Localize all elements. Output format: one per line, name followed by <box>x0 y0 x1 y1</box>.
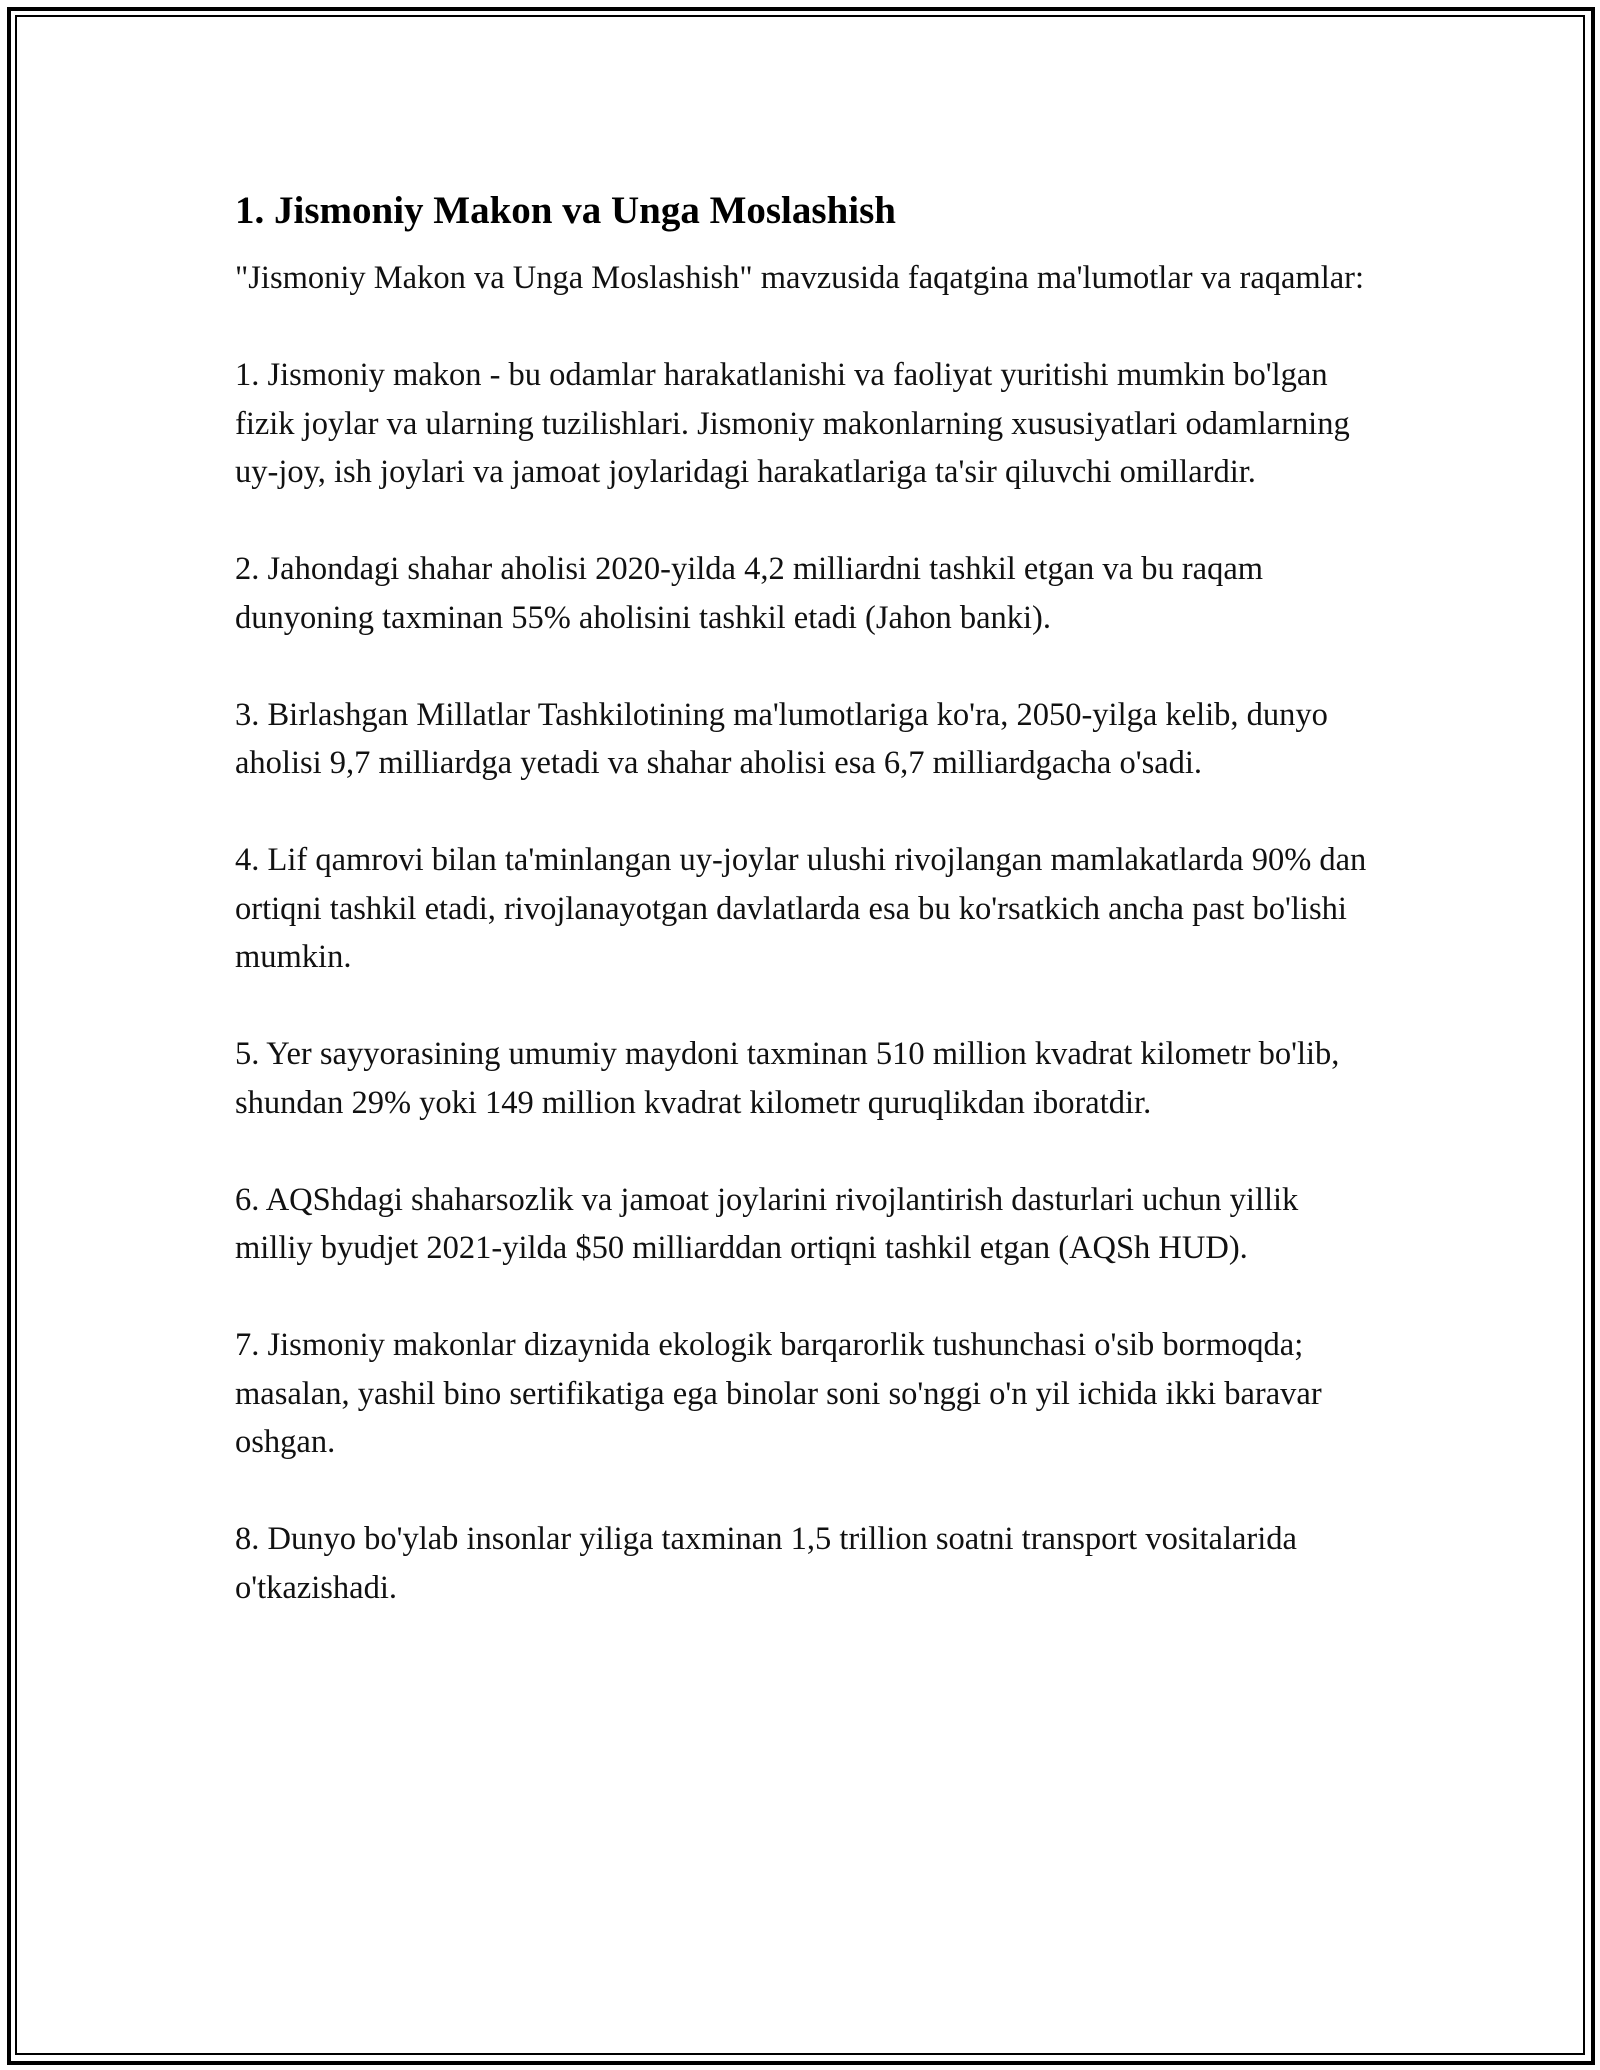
list-item: 2. Jahondagi shahar aholisi 2020-yilda 4,2 milliardni tashkil etgan va bu raqam dunyoning taxminan 55% aholisini tashkil etadi (Jahon banki). <box>235 551 1264 636</box>
list-item: 4. Lif qamrovi bilan ta'minlangan uy-joylar ulushi rivojlangan mamlakatlarda 90% dan ortiqni tashkil etadi, rivojlanayotgan davlatlarda esa bu ko'rsatkich ancha past bo'lishi mumkin. <box>235 842 1367 975</box>
document-title: 1. Jismoniy Makon va Unga Moslashish <box>235 189 896 232</box>
list-item: 6. AQShdagi shaharsozlik va jamoat joylarini rivojlantirish dasturlari uchun yillik milliy byudjet 2021-yilda $50 milliarddan ortiqni tashkil etgan (AQSh HUD). <box>235 1181 1299 1266</box>
intro-paragraph: "Jismoniy Makon va Unga Moslashish" mavzusida faqatgina ma'lumotlar va raqamlar: <box>235 260 1365 296</box>
list-item: 8. Dunyo bo'ylab insonlar yiliga taxminan 1,5 trillion soatni transport vositalarida o'tkazishadi. <box>235 1521 1297 1606</box>
list-item: 3. Birlashgan Millatlar Tashkilotining ma'lumotlariga ko'ra, 2050-yilga kelib, dunyo aholisi 9,7 milliardga yetadi va shahar aholisi esa 6,7 milliardgacha o'sadi. <box>235 696 1328 781</box>
list-item: 5. Yer sayyorasining umumiy maydoni taxminan 510 million kvadrat kilometr bo'lib, shundan 29% yoki 149 million kvadrat kilometr quruqlikdan iboratdir. <box>235 1036 1340 1121</box>
list-item: 1. Jismoniy makon - bu odamlar harakatlanishi va faoliyat yuritishi mumkin bo'lgan fizik joylar va ularning tuzilishlari. Jismoniy makonlarning xususiyatlari odamlarning uy-joy, ish joylari va jamoat joylaridagi harakatlariga ta'sir qiluvchi omillardir. <box>235 357 1350 490</box>
document-body <box>235 184 1375 1661</box>
list-item: 7. Jismoniy makonlar dizaynida ekologik barqarorlik tushunchasi o'sib bormoqda; masalan, yashil bino sertifikatiga ega binolar soni so'nggi o'n yil ichida ikki baravar oshgan. <box>235 1327 1322 1460</box>
